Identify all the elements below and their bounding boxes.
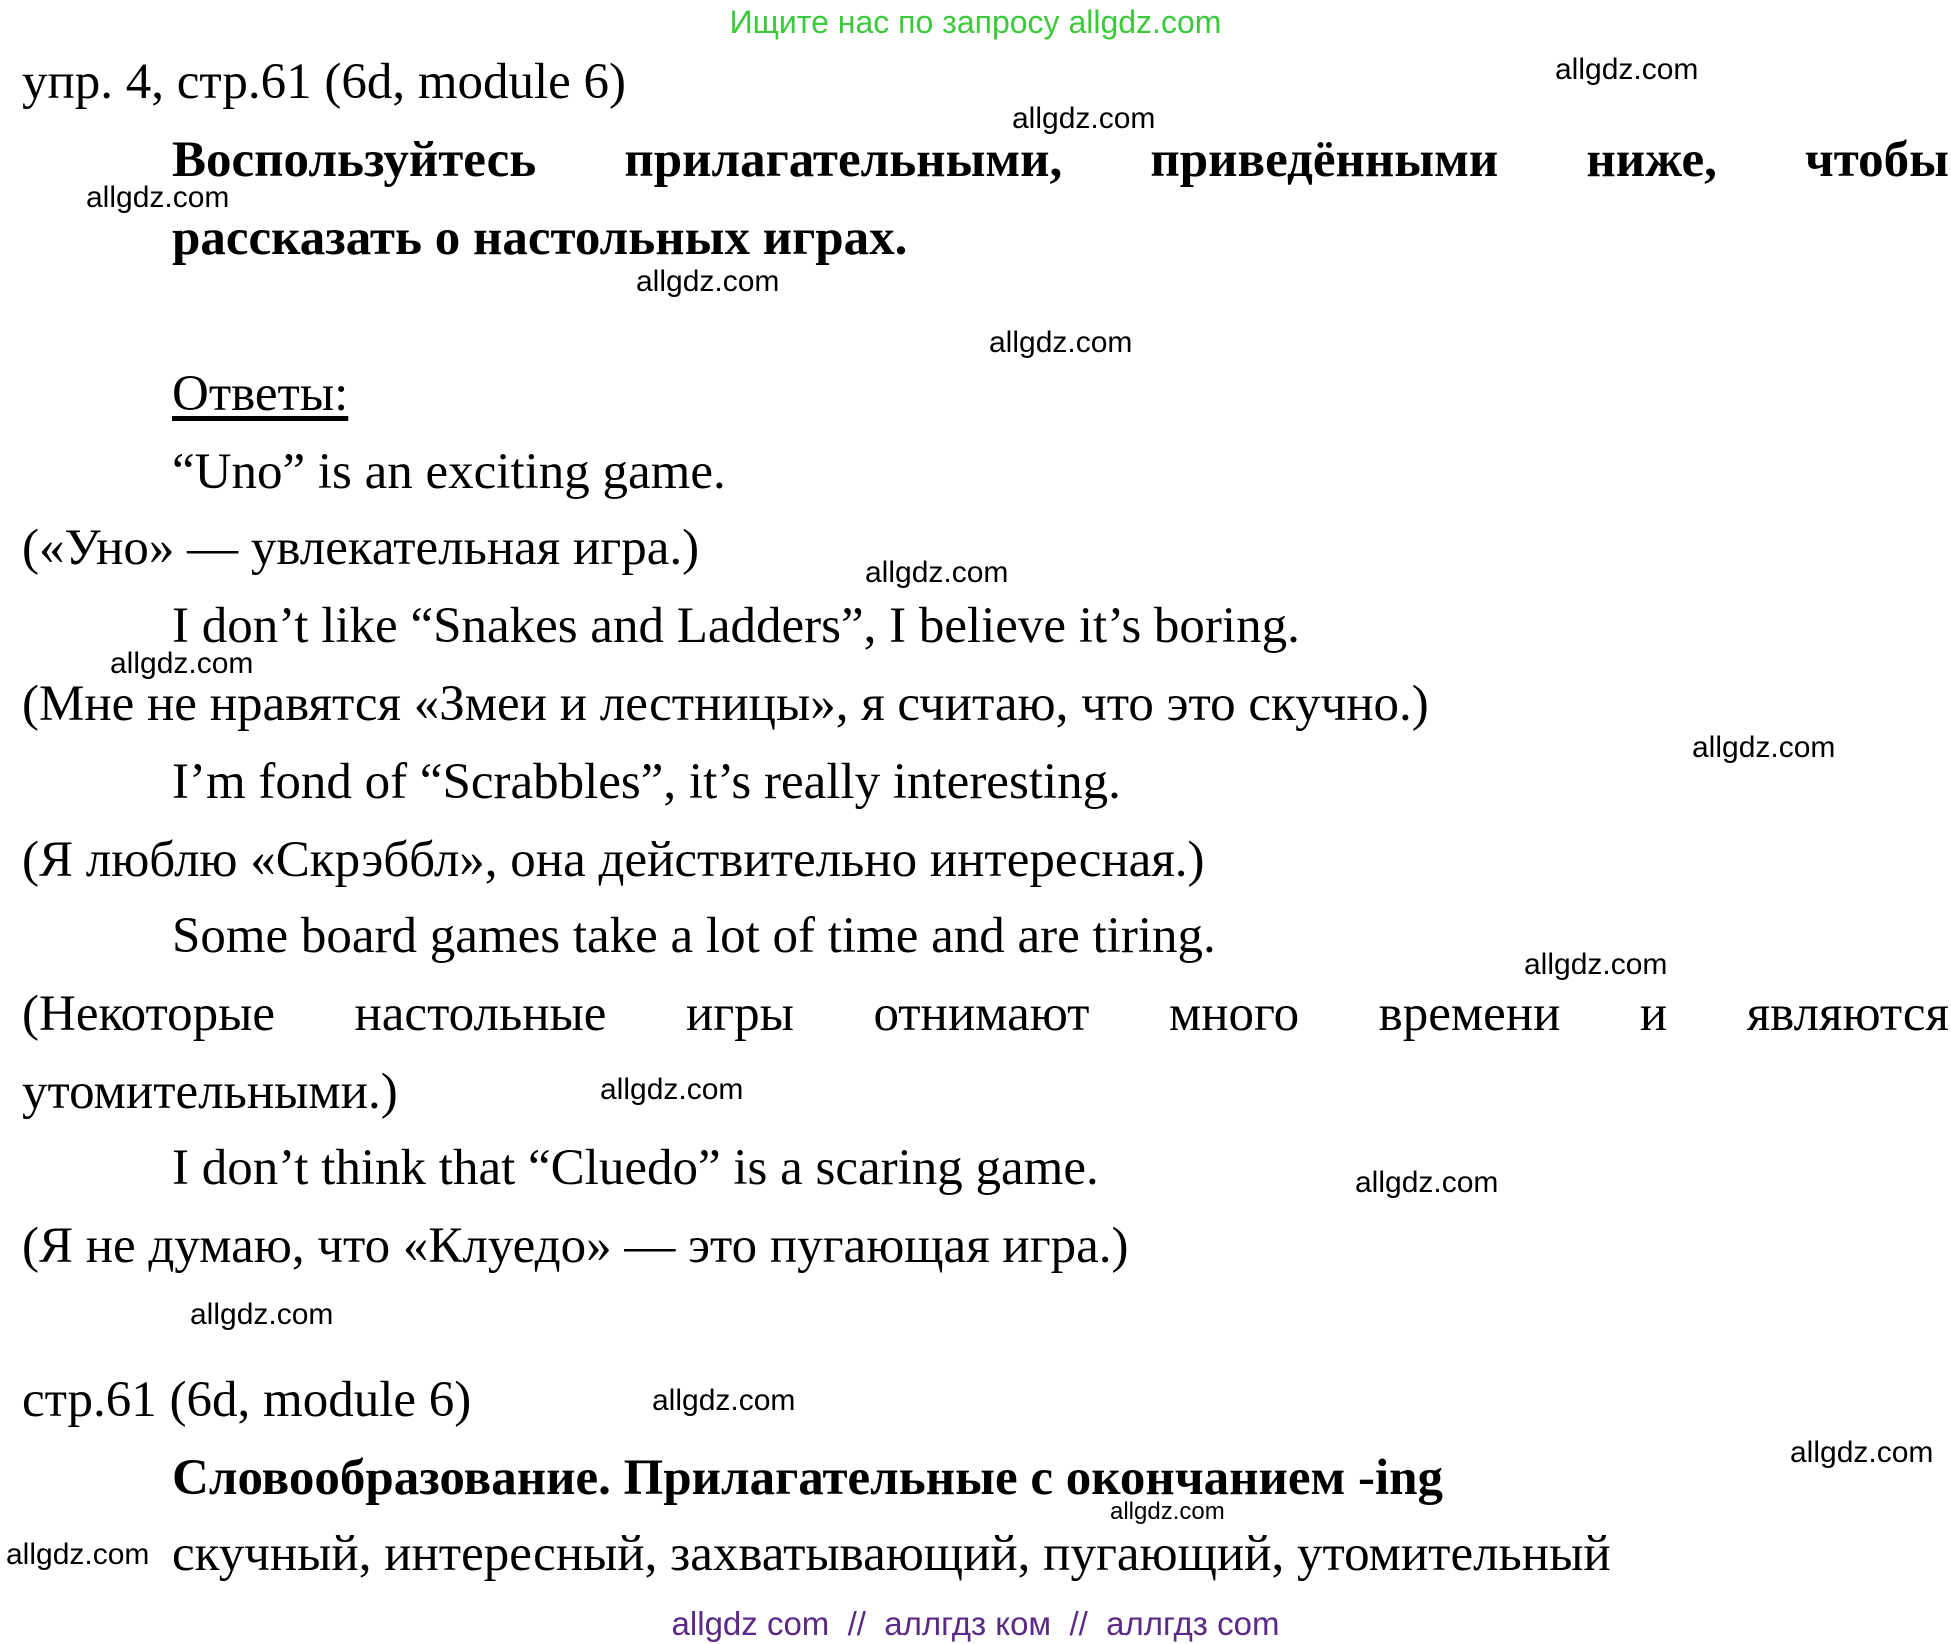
answer-en-3: I’m fond of “Scrabbles”, it’s really interesting. [172,754,1121,810]
answer-en-4: Some board games take a lot of time and are tiring. [172,908,1216,964]
answer-word: (Некоторые [22,986,275,1042]
answer-ru-4-line-2: утомительными.) [22,1064,398,1120]
answer-word: отнимают [873,986,1090,1042]
task-word: приведёнными [1150,132,1499,188]
task-word: Воспользуйтесь [172,132,537,188]
answer-en-2: I don’t like “Snakes and Ladders”, I believe it’s boring. [172,598,1300,654]
task-instruction-line-1 [172,130,1949,190]
answers-label: Ответы: [172,366,349,422]
answer-ru-1: («Уно» — увлекательная игра.) [22,520,700,576]
watermark: allgdz.com [1790,1436,1934,1469]
answer-word: являются [1746,986,1949,1042]
answer-word: много [1168,986,1300,1042]
answer-word: игры [685,986,794,1042]
watermark: allgdz.com [190,1298,334,1331]
top-banner[interactable]: Ищите нас по запросу allgdz.com [729,4,1222,40]
task-word: прилагательными, [624,132,1063,188]
answer-ru-2: (Мне не нравятся «Змеи и лестницы», я считаю, что это скучно.) [22,676,1429,732]
answer-ru-3: (Я люблю «Скрэббл», она действительно интересная.) [22,832,1205,888]
watermark: allgdz.com [636,265,780,298]
answer-ru-5: (Я не думаю, что «Клуедо» — это пугающая игра.) [22,1218,1129,1274]
answer-en-5: I don’t think that “Cluedo” is a scaring game. [172,1140,1099,1196]
watermark: allgdz.com [1555,53,1699,86]
watermark: allgdz.com [1110,1498,1225,1525]
watermark: allgdz.com [110,647,254,680]
section2-words: скучный, интересный, захватывающий, пугающий, утомительный [172,1526,1611,1582]
section2-title: Словообразование. Прилагательные с окончанием -ing [172,1450,1443,1506]
watermark: allgdz.com [1524,948,1668,981]
answer-word: времени [1378,986,1561,1042]
watermark: allgdz.com [6,1538,150,1571]
watermark: allgdz.com [86,181,230,214]
task-word: чтобы [1805,132,1949,188]
watermark: allgdz.com [989,326,1133,359]
watermark: allgdz.com [1355,1166,1499,1199]
task-instruction-line-2: рассказать о настольных играх. [172,210,908,266]
answer-word: настольные [354,986,607,1042]
watermark: allgdz.com [600,1073,744,1106]
watermark: allgdz.com [1692,731,1836,764]
task-word: ниже, [1586,132,1717,188]
section2-heading: стр.61 (6d, module 6) [22,1372,472,1428]
answer-en-1: “Uno” is an exciting game. [172,444,726,500]
watermark: allgdz.com [1012,102,1156,135]
answer-ru-4-line-1 [22,984,1949,1044]
exercise-heading: упр. 4, стр.61 (6d, module 6) [22,54,627,110]
answer-word: и [1639,986,1668,1042]
watermark: allgdz.com [652,1384,796,1417]
watermark: allgdz.com [865,556,1009,589]
bottom-banner[interactable]: allgdz com // аллгдз ком // аллгдз com [671,1605,1280,1642]
